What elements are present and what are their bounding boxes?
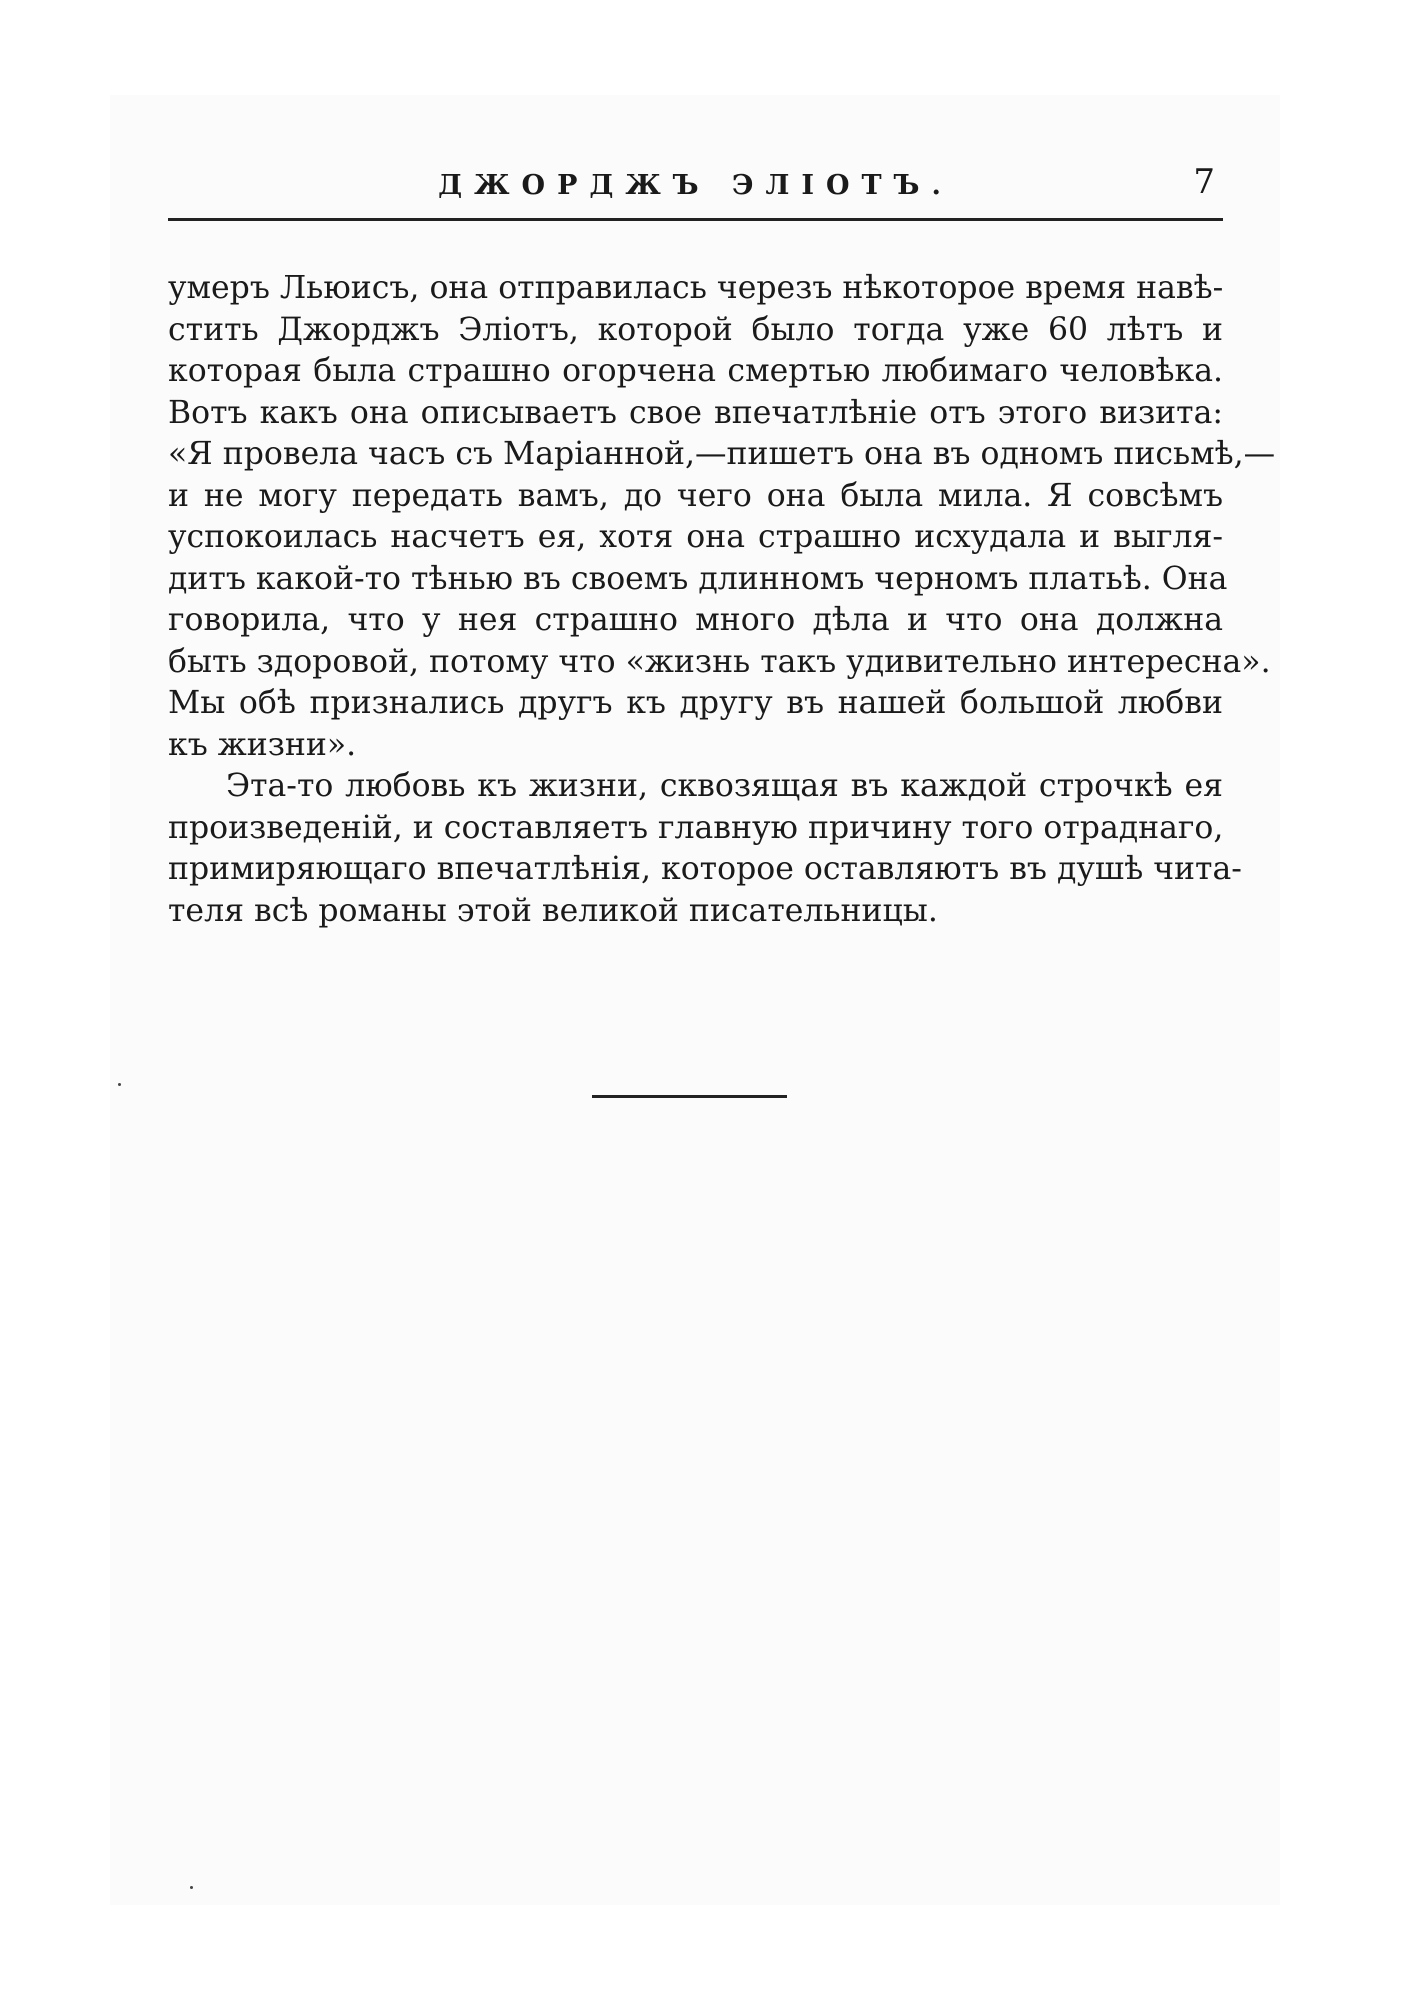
print-speck — [190, 1886, 193, 1889]
text-line: которая была страшно огорчена смертью любимаго человѣка. — [168, 353, 1223, 389]
text-line: говорила, что у нея страшно много дѣла и что она должна — [168, 602, 1223, 638]
paragraph-2 — [168, 766, 1242, 932]
text-line: произведеній, и составляетъ главную причину того отраднаго, — [168, 809, 1224, 846]
text-line: Эта-то любовь къ жизни, сквозящая въ каждой строчкѣ ея — [226, 768, 1223, 804]
text-line: къ жизни». — [168, 726, 357, 763]
running-title: ДЖОРДЖЪ ЭЛІОТЪ. — [438, 170, 953, 201]
header-rule — [168, 218, 1223, 221]
text-line: быть здоровой, потому что «жизнь такъ удивительно интересна». — [168, 643, 1271, 680]
end-rule — [592, 1095, 787, 1098]
body-text — [168, 268, 1276, 932]
text-line: Вотъ какъ она описываетъ свое впечатлѣніе отъ этого визита: — [168, 394, 1223, 431]
text-line: примиряющаго впечатлѣнія, которое оставляютъ въ душѣ чита- — [168, 851, 1242, 887]
text-line: «Я провела часъ съ Маріанной,—пишетъ она въ одномъ письмѣ,— — [168, 436, 1276, 472]
text-line: теля всѣ романы этой великой писательницы. — [168, 892, 938, 929]
paragraph-1 — [168, 268, 1276, 766]
running-head — [168, 160, 1223, 216]
text-line: стить Джорджъ Эліотъ, которой было тогда уже 60 лѣтъ и — [168, 311, 1223, 348]
print-speck — [118, 1083, 121, 1086]
text-line: Мы обѣ признались другъ къ другу въ нашей большой любви — [168, 685, 1223, 721]
text-line: успокоилась насчетъ ея, хотя она страшно исхудала и выгля- — [168, 519, 1223, 555]
text-line: и не могу передать вамъ, до чего она была мила. Я совсѣмъ — [168, 477, 1223, 514]
text-line: умеръ Льюисъ, она отправилась черезъ нѣкоторое время навѣ- — [168, 270, 1224, 306]
text-line: дитъ какой-то тѣнью въ своемъ длинномъ черномъ платьѣ. Она — [168, 560, 1228, 597]
page-number: 7 — [1193, 162, 1215, 202]
